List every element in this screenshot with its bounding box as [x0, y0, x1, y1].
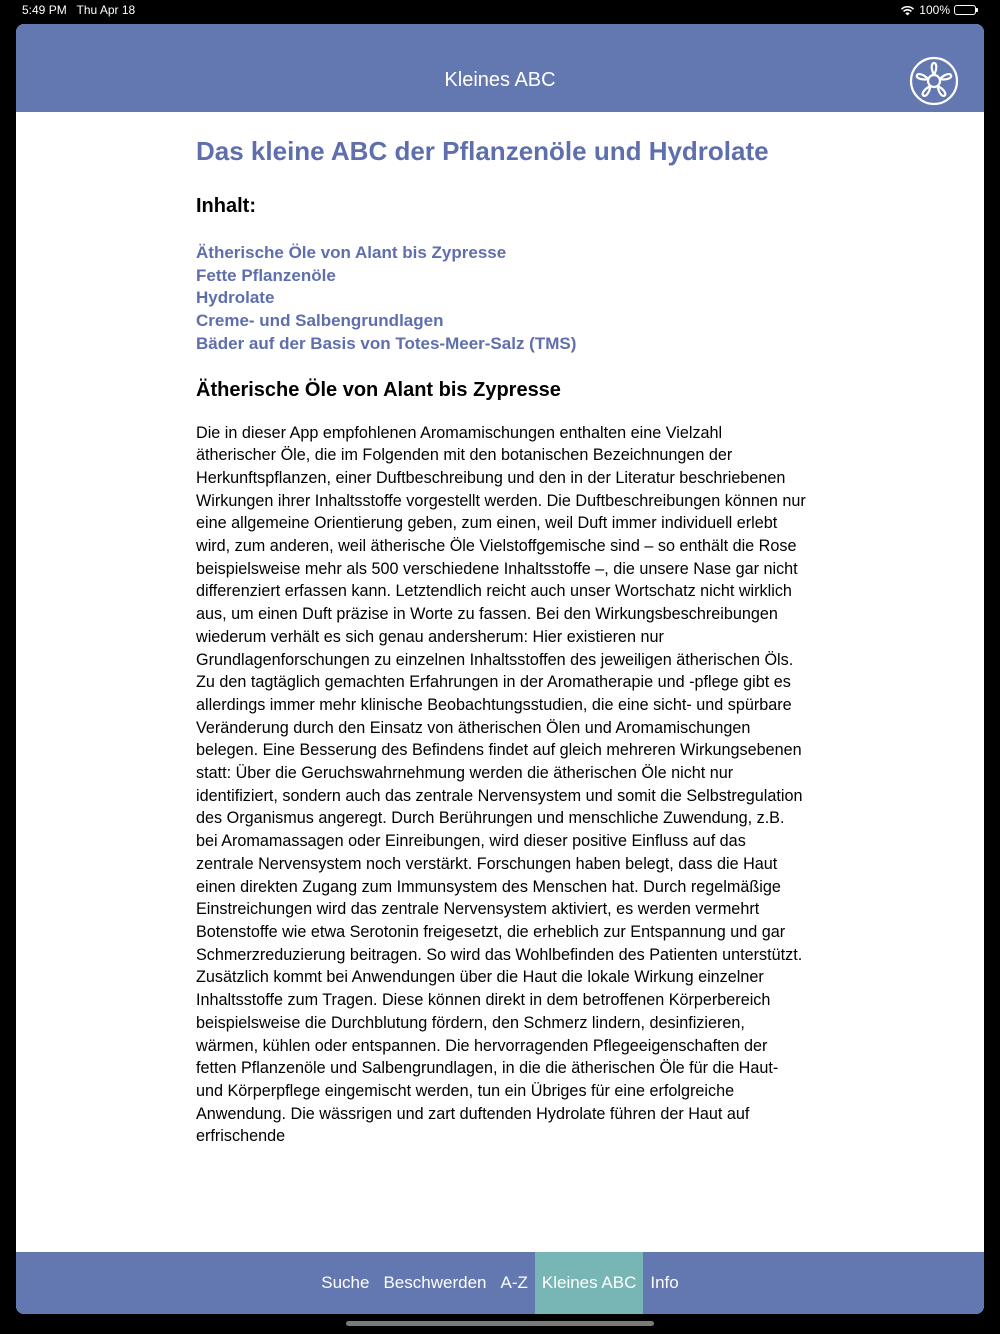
tab-bar — [16, 1252, 984, 1314]
status-time — [22, 3, 135, 17]
status-time-text: 5:49 PM — [22, 3, 67, 17]
tab-a-z[interactable]: A-Z — [500, 1273, 528, 1292]
table-of-contents — [196, 242, 806, 356]
toc-heading: Inhalt: — [196, 195, 256, 217]
article-content — [196, 132, 806, 1148]
wifi-icon — [900, 5, 915, 16]
tab-beschwerden[interactable]: Beschwerden — [383, 1273, 487, 1292]
toc-link-creme-salbengrundlagen[interactable]: Creme- und Salbengrundlagen — [196, 311, 444, 331]
nav-title: Kleines ABC — [444, 69, 556, 91]
toc-link-hydrolate[interactable]: Hydrolate — [196, 288, 275, 308]
battery-percent: 100% — [919, 3, 950, 17]
toc-link-baeder-tms[interactable]: Bäder auf der Basis von Totes-Meer-Salz (TMS) — [196, 333, 577, 353]
status-bar — [0, 0, 1000, 22]
battery-icon — [954, 5, 976, 15]
app-window — [16, 24, 984, 1314]
status-right — [900, 3, 976, 17]
page-title: Das kleine ABC der Pflanzenöle und Hydrolate — [196, 136, 769, 166]
tab-suche[interactable]: Suche — [321, 1273, 370, 1292]
toc-link-aetherische-oele[interactable]: Ätherische Öle von Alant bis Zypresse — [196, 243, 507, 262]
navigation-bar — [16, 24, 984, 112]
flower-logo-icon[interactable] — [908, 55, 960, 107]
home-indicator[interactable] — [346, 1321, 654, 1326]
section-heading: Ätherische Öle von Alant bis Zypresse — [196, 378, 561, 401]
body-paragraph: Die in dieser App empfohlenen Aromamischungen enthalten eine Vielzahl ätherischer Öle, die im Folgenden mit den botanischen Bezeichnungen der Herkunftspflanzen, einer Duftbeschreibung und den in der Literatur beschriebenen Wirkungen ihrer Inhaltsstoffe vorgestellt werden. Die Duftbeschreibungen können nur eine allgemeine Orientierung geben, zum einen, weil Duft immer individuell erlebt wird, zum anderen, weil ätherische Öle Vielstoffgemische sind – so enthält die Rose beispielsweise mehr als 500 verschiedene Inhaltsstoffe –, die unsere Nase gar nicht differenziert erfassen kann. Letztendlich reicht auch unser Wortschatz nicht wirklich aus, um einen Duft präzise in Worte zu fassen. Bei den Wirkungsbeschreibungen wiederum verhält es sich genau andersherum: Hier existieren nur Grundlagenforschungen zu einzelnen Inhaltsstoffen des jeweiligen ätherischen Öls. Zu den tagtäglich gemachten Erfahrungen in der Aromatherapie und -pflege gibt es allerdings immer mehr klinische Beobachtungsstudien, die eine sicht- und spürbare Veränderung durch den Einsatz von ätherischen Ölen und Aromamischungen belegen. Eine Besserung des Befindens findet auf gleich mehreren Wirkungsebenen statt: Über die Geruchswahrnehmung werden die ätherischen Öle nicht nur identifiziert, sondern auch das zentrale Nervensystem und somit die Selbstregulation des Organismus angeregt. Durch Berührungen und menschliche Zuwendung, z.B. bei Aromamassagen oder Einreibungen, wird dieser positive Einfluss auf das zentrale Nervensystem noch verstärkt. Forschungen haben belegt, dass die Haut einen direkten Zugang zum Immunsystem des Menschen hat. Durch regelmäßige Einstreichungen wird das zentrale Nervensystem aktiviert, es werden vermehrt Botenstoffe wie etwa Serotonin freigesetzt, die erheblich zur Entspannung und gar Schmerzreduzierung beitragen. So wird das Wohlbefinden des Patienten unterstützt. Zusätzlich kommt bei Anwendungen über die Haut die lokale Wirkung einzelner Inhaltsstoffe zum Tragen. Diese können direkt in dem betroffenen Körperbereich beispielsweise die Durchblutung fördern, den Schmerz lindern, desinfizieren, wärmen, kühlen oder entspannen. Die hervorragenden Pflegeeigenschaften der fetten Pflanzenöle und Salbengrundlagen, in die die ätherischen Öle für die Haut- und Körperpflege eingemischt werden, tun ein Übriges für eine erfolgreiche Anwendung. Die wässrigen und zart duftenden Hydrolate führen der Haut auf erfrischende — [196, 423, 806, 1146]
tab-kleines-abc[interactable]: Kleines ABC — [535, 1252, 644, 1314]
toc-link-fette-pflanzenoele[interactable]: Fette Pflanzenöle — [196, 265, 336, 285]
status-date-text: Thu Apr 18 — [76, 3, 136, 17]
tab-info[interactable]: Info — [650, 1273, 679, 1292]
